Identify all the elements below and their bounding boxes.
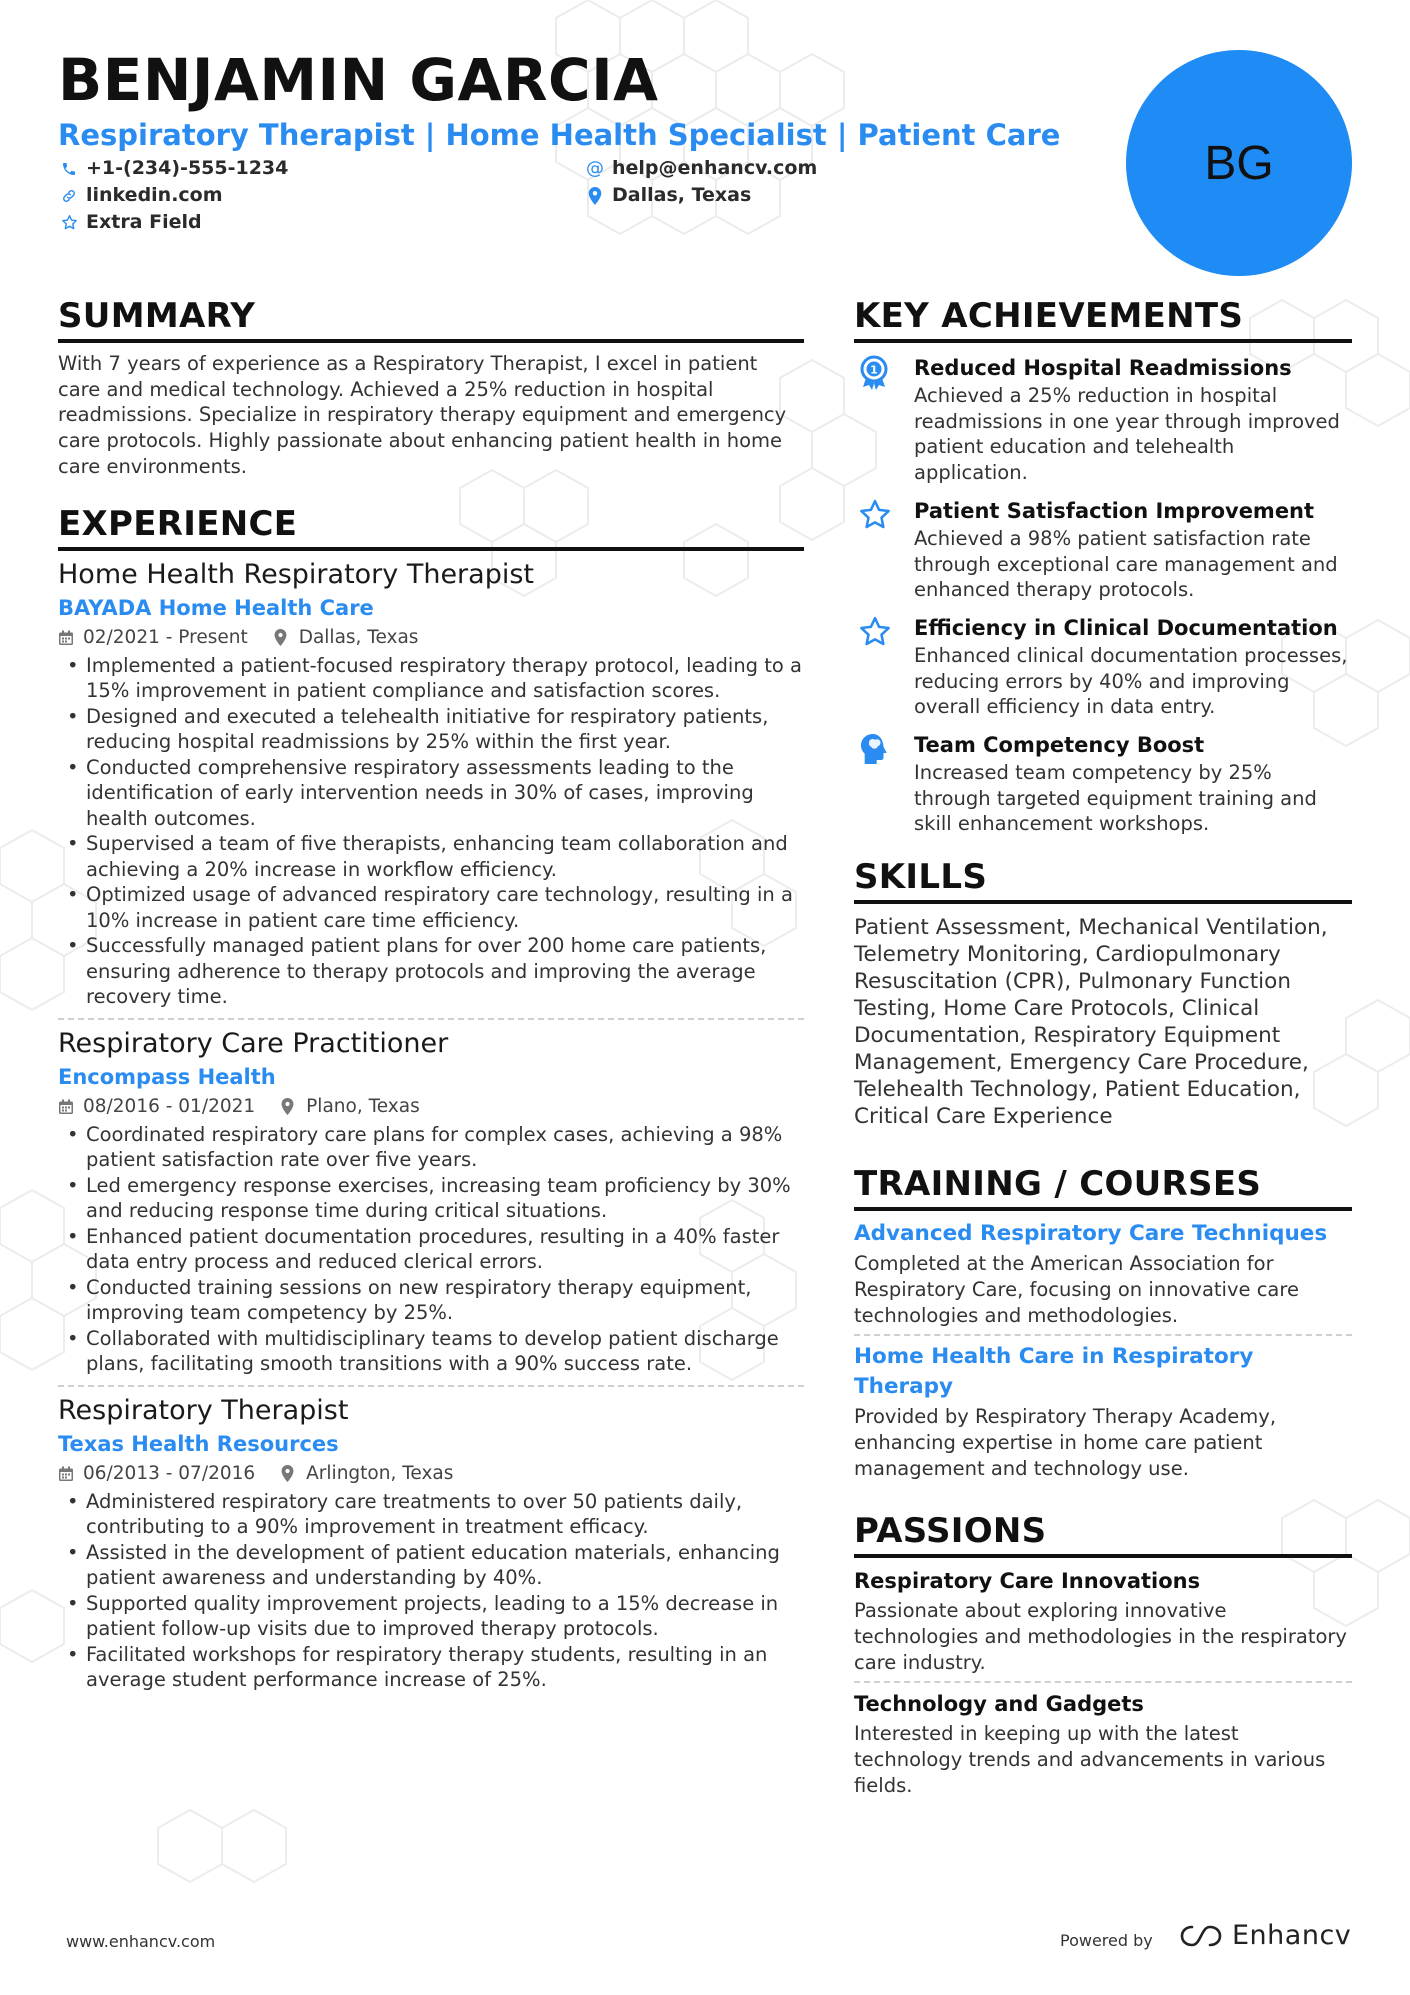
email-text: help@enhancv.com [612,157,818,179]
bullet-item: • Optimized usage of advanced respiratory care technology, resulting in a 10% increase in patient care time efficiency. [58,882,804,933]
achievement-title: Reduced Hospital Readmissions [914,356,1292,380]
enhancv-logo-icon [1178,1923,1224,1949]
achievement-item [854,613,1352,720]
passion-text: Passionate about exploring innovative technologies and methodologies in the respiratory care industry. [854,1599,1347,1674]
extra-field-contact [58,209,202,236]
experience-section [58,502,804,1693]
location-pin-icon [281,1098,299,1116]
course-text: Completed at the American Association for Respiratory Care, focusing on innovative care technologies and methodologies. [854,1252,1299,1327]
job-location-text: Dallas, Texas [298,626,419,648]
candidate-name: BENJAMIN GARCIA [58,46,659,114]
course-title[interactable]: Home Health Care in Respiratory Therapy [854,1344,1254,1400]
linkedin-contact[interactable] [58,182,223,209]
calendar-icon [58,629,76,647]
passion-item [854,1689,1352,1798]
star-icon [854,496,914,603]
bullet-item: • Coordinated respiratory care plans for complex cases, achieving a 98% patient satisfaction rate over five years. [58,1122,804,1173]
course-text: Provided by Respiratory Therapy Academy, enhancing expertise in home care patient management and technology use. [854,1405,1277,1480]
left-column [58,294,804,1693]
job-bullets [58,1122,804,1377]
course-title[interactable]: Advanced Respiratory Care Techniques [854,1221,1328,1247]
avatar-initials: BG [1204,136,1274,190]
skills-text: Patient Assessment, Mechanical Ventilation, Telemetry Monitoring, Cardiopulmonary Resuscitation (CPR), Pulmonary Function Testing, Home Care Protocols, Clinical Documentation, Respiratory Equipment Management, Emergency Care Procedure, Telehealth Technology, Patient Education, Critical Care Experience [854,915,1328,1130]
experience-entry [58,557,804,1020]
experience-heading: EXPERIENCE [58,502,804,551]
calendar-icon [58,1098,76,1116]
job-bullets [58,653,804,1010]
bullet-item: • Implemented a patient-focused respiratory therapy protocol, leading to a 15% improvement in patient compliance and satisfaction scores. [58,653,804,704]
headline: Respiratory Therapist | Home Health Specialist | Patient Care [58,118,1061,152]
passions-section [854,1509,1352,1798]
achievement-text: Increased team competency by 25% through targeted equipment training and skill enhancement workshops. [914,761,1317,836]
achievement-title: Patient Satisfaction Improvement [914,498,1315,523]
passion-item [854,1566,1352,1683]
contact-info [58,155,818,239]
bullet-item: • Collaborated with multidisciplinary teams to develop patient discharge plans, facilitating smooth transitions with a 90% success rate. [58,1326,804,1377]
location-contact [584,182,751,209]
job-title: Home Health Respiratory Therapist [58,558,534,590]
job-title: Respiratory Therapist [58,1394,349,1426]
calendar-icon [58,1465,76,1483]
bullet-item: • Facilitated workshops for respiratory therapy students, resulting in an average student performance increase of 25%. [58,1642,804,1693]
extra-field-text: Extra Field [86,211,202,233]
avatar [1126,50,1352,276]
entry-divider [58,1018,804,1020]
summary-text: With 7 years of experience as a Respiratory Therapist, I excel in patient care and medical technology. Achieved a 25% reduction in hospital readmissions. Specialize in respiratory therapy equipment and emergency care protocols. Highly passionate about enhancing patient health in home care environments. [58,352,787,478]
right-column [854,294,1352,1799]
head-brain-icon [854,730,914,837]
job-meta [58,1094,804,1120]
powered-by-label: Powered by [1060,1931,1153,1950]
training-heading: TRAINING / COURSES [854,1162,1352,1211]
bullet-item: • Conducted comprehensive respiratory assessments leading to the identification of early intervention needs in 30% of cases, improving health outcomes. [58,755,804,832]
company-name[interactable]: Texas Health Resources [58,1431,339,1456]
job-dates: 02/2021 - Present [83,626,248,648]
achievement-item [854,496,1352,603]
job-location [281,1094,420,1120]
training-section [854,1162,1352,1481]
job-location-text: Arlington, Texas [306,1462,454,1484]
bullet-item: • Administered respiratory care treatments to over 50 patients daily, contributing to a 90% improvement in treatment efficacy. [58,1489,804,1540]
phone-icon [58,158,80,180]
job-location [281,1461,453,1487]
bullet-item: • Assisted in the development of patient education materials, enhancing patient awareness and understanding by 40%. [58,1540,804,1591]
star-icon [854,613,914,720]
linkedin-text: linkedin.com [86,184,223,206]
key-achievements-heading: KEY ACHIEVEMENTS [854,294,1352,343]
achievement-title: Efficiency in Clinical Documentation [914,615,1338,640]
job-meta [58,625,804,651]
experience-entry [58,1026,804,1387]
company-name[interactable]: BAYADA Home Health Care [58,595,374,620]
job-dates: 08/2016 - 01/2021 [83,1095,256,1117]
award-ribbon-icon [854,353,914,486]
bullet-item: • Enhanced patient documentation procedures, resulting in a 40% faster data entry process and reduced clerical errors. [58,1224,804,1275]
entry-divider [854,1334,1352,1336]
job-location [274,625,419,651]
link-icon [58,185,80,207]
enhancv-logo[interactable] [1178,1920,1351,1951]
star-outline-icon [58,212,80,234]
bullet-item: • Led emergency response exercises, increasing team proficiency by 30% and reducing response time during critical situations. [58,1173,804,1224]
bullet-item: • Supported quality improvement projects, leading to a 15% decrease in patient follow-up visits due to improved therapy protocols. [58,1591,804,1642]
passion-title: Technology and Gadgets [854,1692,1144,1717]
key-achievements-section [854,294,1352,837]
passion-text: Interested in keeping up with the latest technology trends and advancements in various fields. [854,1722,1326,1797]
svg-text:1: 1 [870,363,878,377]
phone-contact[interactable] [58,155,288,182]
entry-divider [854,1681,1352,1683]
company-name[interactable]: Encompass Health [58,1064,276,1089]
at-icon: @ [586,158,604,179]
location-pin-icon [274,629,292,647]
bullet-item: • Successfully managed patient plans for over 200 home care patients, ensuring adherence to therapy protocols and improving the average recovery time. [58,933,804,1010]
achievement-text: Achieved a 98% patient satisfaction rate through exceptional care management and enhanced therapy protocols. [914,526,1338,602]
job-title: Respiratory Care Practitioner [58,1027,449,1059]
bullet-item: • Conducted training sessions on new respiratory therapy equipment, improving team competency by 25%. [58,1275,804,1326]
enhancv-brand-text: Enhancv [1232,1920,1352,1951]
passion-title: Respiratory Care Innovations [854,1569,1201,1594]
passions-heading: PASSIONS [854,1509,1352,1558]
skills-heading: SKILLS [854,855,1352,904]
skills-section [854,855,1352,1130]
job-meta [58,1461,804,1487]
entry-divider [58,1385,804,1387]
summary-section [58,294,804,480]
location-pin-icon [281,1465,299,1483]
achievement-title: Team Competency Boost [914,733,1205,758]
summary-heading: SUMMARY [58,294,804,343]
achievement-text: Enhanced clinical documentation processes, reducing errors by 40% and improving overall efficiency in data entry. [914,643,1348,719]
course-item [854,1219,1352,1336]
achievement-item [854,730,1352,837]
job-location-text: Plano, Texas [306,1095,420,1117]
phone-text: +1-(234)-555-1234 [86,157,289,179]
location-text: Dallas, Texas [612,184,752,206]
experience-entry [58,1393,804,1693]
course-item [854,1342,1352,1481]
job-bullets [58,1489,804,1693]
achievement-text: Achieved a 25% reduction in hospital readmissions in one year through improved patient education and telehealth application. [914,384,1340,485]
achievement-item [854,353,1352,486]
bullet-item: • Designed and executed a telehealth initiative for respiratory patients, reducing hospital readmissions by 25% within the first year. [58,704,804,755]
footer-url[interactable]: www.enhancv.com [66,1932,216,1951]
location-pin-icon [584,185,606,207]
email-contact[interactable] [584,155,817,182]
job-dates: 06/2013 - 07/2016 [83,1462,256,1484]
bullet-item: • Supervised a team of five therapists, enhancing team collaboration and achieving a 20% increase in workflow efficiency. [58,831,804,882]
